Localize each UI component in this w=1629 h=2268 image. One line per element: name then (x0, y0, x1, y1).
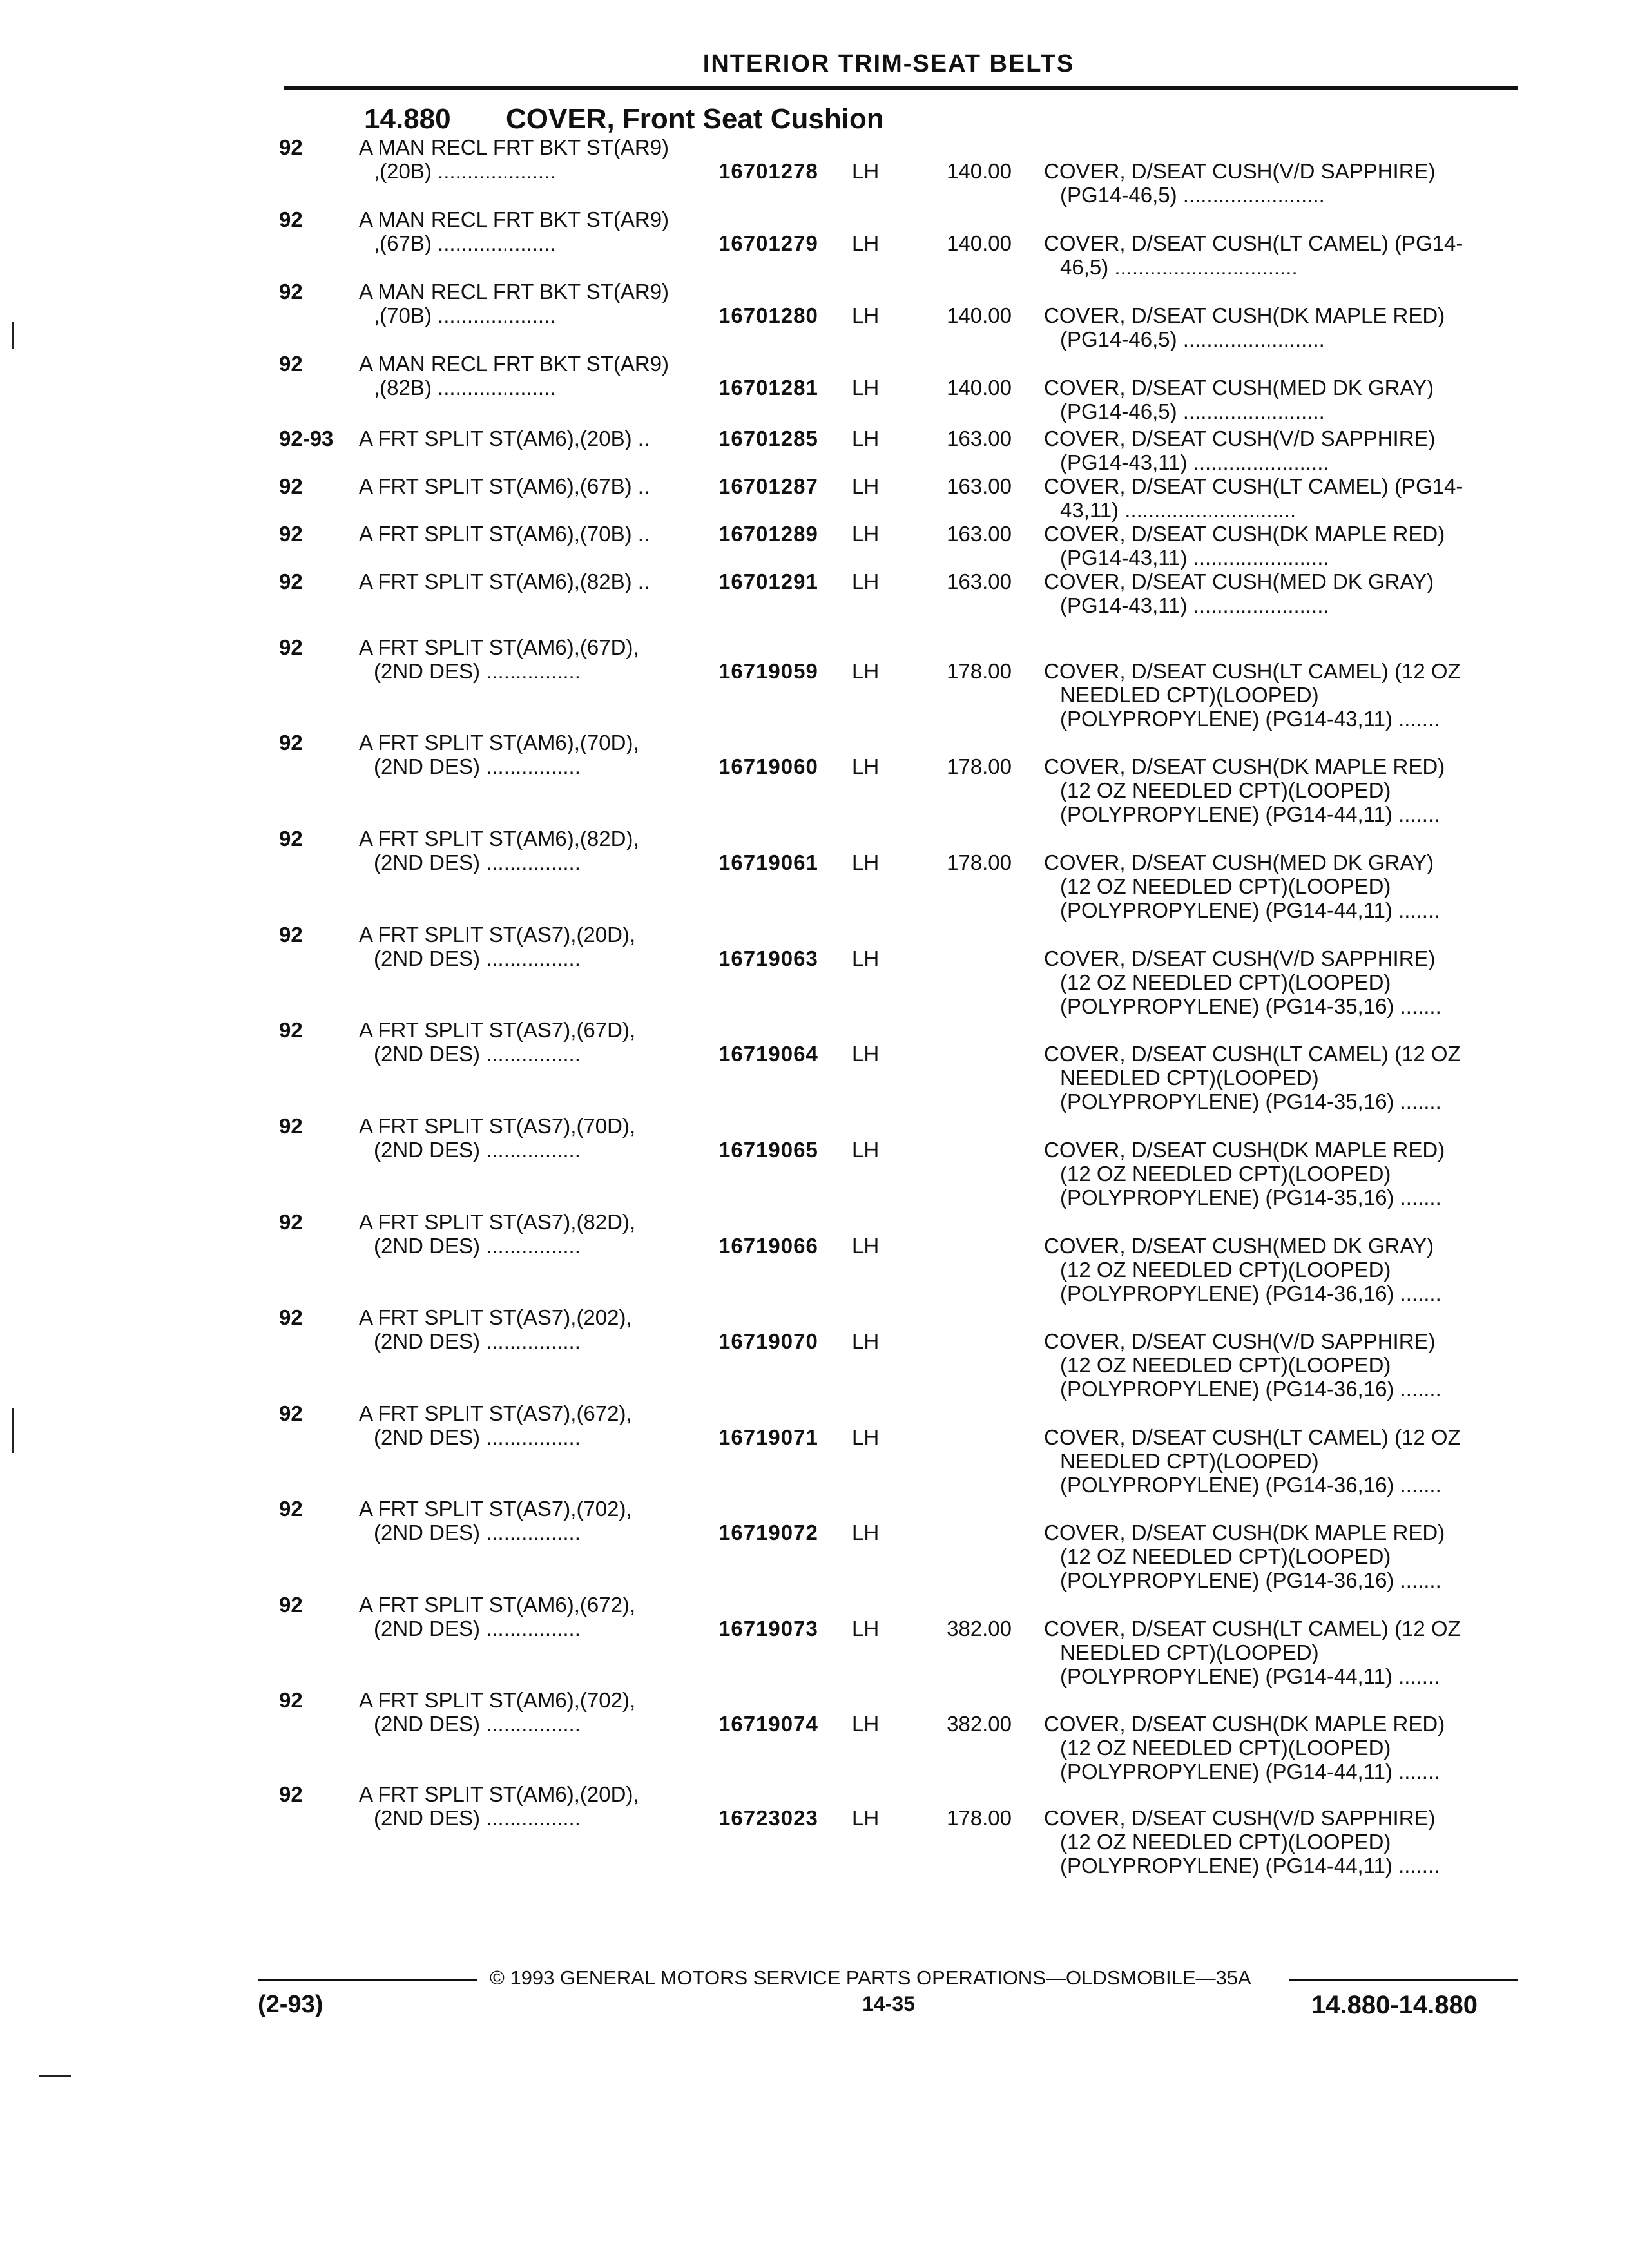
side-code: LH (852, 303, 880, 327)
footer-copyright: © 1993 GENERAL MOTORS SERVICE PARTS OPERATIONS—OLDSMOBILE—35A (490, 1966, 1251, 1989)
list-price: 140.00 (947, 231, 1012, 255)
application-line2: (2ND DES) ................ (374, 1617, 581, 1640)
application-line1: A FRT SPLIT ST(AM6),(67D), (359, 635, 639, 659)
part-description (1044, 1425, 1518, 1497)
part-number: 16719065 (718, 1138, 818, 1162)
model-year: 92 (279, 352, 303, 376)
part-number: 16701278 (718, 159, 818, 183)
list-price: 178.00 (947, 659, 1012, 683)
list-price: 140.00 (947, 303, 1012, 327)
model-year: 92 (279, 570, 303, 593)
part-number: 16719074 (718, 1712, 818, 1736)
part-number: 16719073 (718, 1617, 818, 1640)
part-description (1044, 1712, 1518, 1783)
application-line2: ,(70B) .................... (374, 303, 556, 327)
application-line2: (2ND DES) ................ (374, 1138, 581, 1162)
application-line2: (2ND DES) ................ (374, 1712, 581, 1736)
description-line: (POLYPROPYLENE) (PG14-36,16) ....... (1060, 1473, 1441, 1497)
side-code: LH (852, 1042, 880, 1066)
part-description (1044, 1617, 1518, 1688)
application-line1: A MAN RECL FRT BKT ST(AR9) (359, 280, 670, 303)
application-line1: A MAN RECL FRT BKT ST(AR9) (359, 352, 670, 376)
section-heading (364, 103, 884, 135)
list-price: 140.00 (947, 376, 1012, 399)
description-line: (PG14-43,11) ....................... (1060, 450, 1329, 474)
description-line: COVER, D/SEAT CUSH(MED DK GRAY) (1044, 376, 1434, 399)
model-year: 92 (279, 1114, 303, 1138)
part-description (1044, 754, 1518, 826)
side-code: LH (852, 570, 880, 593)
description-line: (12 OZ NEEDLED CPT)(LOOPED) (1060, 1830, 1391, 1854)
model-year: 92 (279, 1782, 303, 1806)
list-price: 178.00 (947, 754, 1012, 778)
application-line2: (2ND DES) ................ (374, 1042, 581, 1066)
description-line: COVER, D/SEAT CUSH(V/D SAPPHIRE) (1044, 159, 1436, 183)
application-line1: A FRT SPLIT ST(AM6),(20B) .. (359, 427, 650, 450)
footer-date-code: (2-93) (258, 1991, 323, 2018)
description-line: (POLYPROPYLENE) (PG14-36,16) ....... (1060, 1282, 1441, 1305)
description-line: COVER, D/SEAT CUSH(LT CAMEL) (PG14- (1044, 474, 1463, 498)
side-code: LH (852, 231, 880, 255)
description-line: (12 OZ NEEDLED CPT)(LOOPED) (1060, 874, 1391, 898)
application-line2: ,(20B) .................... (374, 159, 556, 183)
part-description (1044, 522, 1518, 570)
application-line1: A FRT SPLIT ST(AS7),(702), (359, 1497, 632, 1521)
part-description (1044, 1521, 1518, 1592)
side-code: LH (852, 427, 880, 450)
description-line: (12 OZ NEEDLED CPT)(LOOPED) (1060, 1258, 1391, 1282)
application-line2: (2ND DES) ................ (374, 1521, 581, 1544)
description-line: COVER, D/SEAT CUSH(MED DK GRAY) (1044, 850, 1434, 874)
page-header-title: INTERIOR TRIM-SEAT BELTS (702, 50, 1075, 77)
application-line2: (2ND DES) ................ (374, 659, 581, 683)
application-line2: (2ND DES) ................ (374, 1425, 581, 1449)
description-line: (POLYPROPYLENE) (PG14-35,16) ....... (1060, 1090, 1441, 1113)
side-code: LH (852, 1425, 880, 1449)
description-line: (POLYPROPYLENE) (PG14-36,16) ....... (1060, 1568, 1441, 1592)
part-description (1044, 1042, 1518, 1113)
description-line: COVER, D/SEAT CUSH(MED DK GRAY) (1044, 1234, 1434, 1258)
description-line: COVER, D/SEAT CUSH(LT CAMEL) (12 OZ (1044, 1617, 1461, 1640)
model-year: 92 (279, 280, 303, 303)
description-line: COVER, D/SEAT CUSH(V/D SAPPHIRE) (1044, 1806, 1436, 1830)
description-line: (POLYPROPYLENE) (PG14-35,16) ....... (1060, 1186, 1441, 1209)
description-line: (POLYPROPYLENE) (PG14-44,11) ....... (1060, 898, 1440, 922)
application-line1: A FRT SPLIT ST(AM6),(70D), (359, 731, 639, 754)
model-year: 92 (279, 1210, 303, 1234)
list-price: 178.00 (947, 1806, 1012, 1830)
part-number: 16719064 (718, 1042, 818, 1066)
description-line: (PG14-46,5) ........................ (1060, 399, 1325, 423)
side-code: LH (852, 1329, 880, 1353)
application-line2: ,(67B) .................... (374, 231, 556, 255)
footer-rule-right (1289, 1979, 1518, 1981)
part-number: 16701287 (718, 474, 818, 498)
description-line: (12 OZ NEEDLED CPT)(LOOPED) (1060, 1736, 1391, 1760)
description-line: (PG14-46,5) ........................ (1060, 327, 1325, 351)
model-year: 92-93 (279, 427, 334, 450)
part-number: 16701291 (718, 570, 818, 593)
description-line: (12 OZ NEEDLED CPT)(LOOPED) (1060, 778, 1391, 802)
model-year: 92 (279, 1018, 303, 1042)
model-year: 92 (279, 635, 303, 659)
description-line: (POLYPROPYLENE) (PG14-43,11) ....... (1060, 707, 1440, 731)
description-line: COVER, D/SEAT CUSH(V/D SAPPHIRE) (1044, 947, 1436, 970)
part-number: 16719072 (718, 1521, 818, 1544)
section-title: COVER, Front Seat Cushion (506, 103, 884, 135)
model-year: 92 (279, 1305, 303, 1329)
description-line: COVER, D/SEAT CUSH(V/D SAPPHIRE) (1044, 1329, 1436, 1353)
application-line1: A FRT SPLIT ST(AM6),(20D), (359, 1782, 639, 1806)
application-line2: (2ND DES) ................ (374, 1806, 581, 1830)
part-number: 16719063 (718, 947, 818, 970)
list-price: 163.00 (947, 427, 1012, 450)
scan-mark (12, 322, 14, 349)
description-line: COVER, D/SEAT CUSH(DK MAPLE RED) (1044, 1521, 1445, 1544)
description-line: COVER, D/SEAT CUSH(LT CAMEL) (12 OZ (1044, 659, 1461, 683)
side-code: LH (852, 754, 880, 778)
description-line: COVER, D/SEAT CUSH(LT CAMEL) (12 OZ (1044, 1042, 1461, 1066)
side-code: LH (852, 376, 880, 399)
list-price: 163.00 (947, 570, 1012, 593)
header-rule (284, 86, 1518, 90)
description-line: (12 OZ NEEDLED CPT)(LOOPED) (1060, 1353, 1391, 1377)
part-description (1044, 1234, 1518, 1305)
side-code: LH (852, 947, 880, 970)
description-line: (PG14-46,5) ........................ (1060, 183, 1325, 207)
description-line: (POLYPROPYLENE) (PG14-44,11) ....... (1060, 1664, 1440, 1688)
application-line1: A FRT SPLIT ST(AS7),(20D), (359, 923, 636, 947)
application-line1: A FRT SPLIT ST(AM6),(82B) .. (359, 570, 650, 593)
application-line1: A FRT SPLIT ST(AM6),(672), (359, 1593, 636, 1617)
part-number: 16719061 (718, 850, 818, 874)
application-line2: (2ND DES) ................ (374, 947, 581, 970)
part-number: 16719059 (718, 659, 818, 683)
part-number: 16701289 (718, 522, 818, 546)
side-code: LH (852, 474, 880, 498)
model-year: 92 (279, 1401, 303, 1425)
description-line: (12 OZ NEEDLED CPT)(LOOPED) (1060, 1544, 1391, 1568)
description-line: COVER, D/SEAT CUSH(DK MAPLE RED) (1044, 1712, 1445, 1736)
application-line1: A FRT SPLIT ST(AM6),(702), (359, 1688, 636, 1712)
model-year: 92 (279, 1688, 303, 1712)
model-year: 92 (279, 731, 303, 754)
side-code: LH (852, 850, 880, 874)
description-line: (POLYPROPYLENE) (PG14-44,11) ....... (1060, 1760, 1440, 1783)
application-line1: A MAN RECL FRT BKT ST(AR9) (359, 207, 670, 231)
side-code: LH (852, 1617, 880, 1640)
side-code: LH (852, 1521, 880, 1544)
description-line: COVER, D/SEAT CUSH(LT CAMEL) (12 OZ (1044, 1425, 1461, 1449)
application-line1: A FRT SPLIT ST(AM6),(70B) .. (359, 522, 650, 546)
part-number: 16719071 (718, 1425, 818, 1449)
description-line: COVER, D/SEAT CUSH(LT CAMEL) (PG14- (1044, 231, 1463, 255)
model-year: 92 (279, 1497, 303, 1521)
application-line2: (2ND DES) ................ (374, 850, 581, 874)
application-line2: ,(82B) .................... (374, 376, 556, 399)
part-description (1044, 659, 1518, 731)
part-description (1044, 947, 1518, 1018)
scan-mark (39, 2075, 71, 2077)
application-line1: A FRT SPLIT ST(AM6),(67B) .. (359, 474, 650, 498)
description-line: COVER, D/SEAT CUSH(DK MAPLE RED) (1044, 754, 1445, 778)
footer-section-range: 14.880-14.880 (1311, 1991, 1478, 2019)
model-year: 92 (279, 1593, 303, 1617)
model-year: 92 (279, 474, 303, 498)
application-line2: (2ND DES) ................ (374, 754, 581, 778)
model-year: 92 (279, 923, 303, 947)
description-line: NEEDLED CPT)(LOOPED) (1060, 683, 1319, 707)
part-description (1044, 570, 1518, 617)
application-line1: A FRT SPLIT ST(AS7),(82D), (359, 1210, 636, 1234)
part-description (1044, 231, 1518, 279)
description-line: (POLYPROPYLENE) (PG14-36,16) ....... (1060, 1377, 1441, 1401)
part-number: 16719060 (718, 754, 818, 778)
footer-rule-left (258, 1979, 477, 1981)
side-code: LH (852, 159, 880, 183)
description-line: NEEDLED CPT)(LOOPED) (1060, 1449, 1319, 1473)
description-line: COVER, D/SEAT CUSH(DK MAPLE RED) (1044, 303, 1445, 327)
part-description (1044, 850, 1518, 922)
list-price: 382.00 (947, 1617, 1012, 1640)
part-description (1044, 1329, 1518, 1401)
model-year: 92 (279, 522, 303, 546)
side-code: LH (852, 1138, 880, 1162)
application-line2: (2ND DES) ................ (374, 1329, 581, 1353)
description-line: COVER, D/SEAT CUSH(DK MAPLE RED) (1044, 522, 1445, 546)
description-line: (POLYPROPYLENE) (PG14-44,11) ....... (1060, 1854, 1440, 1878)
side-code: LH (852, 1234, 880, 1258)
side-code: LH (852, 1806, 880, 1830)
description-line: 43,11) ............................. (1060, 498, 1296, 522)
description-line: (POLYPROPYLENE) (PG14-44,11) ....... (1060, 802, 1440, 826)
part-number: 16719066 (718, 1234, 818, 1258)
part-description (1044, 1806, 1518, 1878)
description-line: (PG14-43,11) ....................... (1060, 593, 1329, 617)
description-line: NEEDLED CPT)(LOOPED) (1060, 1640, 1319, 1664)
part-number: 16719070 (718, 1329, 818, 1353)
description-line: (POLYPROPYLENE) (PG14-35,16) ....... (1060, 994, 1441, 1018)
application-line1: A FRT SPLIT ST(AS7),(202), (359, 1305, 632, 1329)
side-code: LH (852, 1712, 880, 1736)
model-year: 92 (279, 827, 303, 850)
list-price: 140.00 (947, 159, 1012, 183)
list-price: 163.00 (947, 522, 1012, 546)
part-number: 16701279 (718, 231, 818, 255)
list-price: 178.00 (947, 850, 1012, 874)
description-line: 46,5) ............................... (1060, 255, 1298, 279)
part-number: 16701281 (718, 376, 818, 399)
application-line2: (2ND DES) ................ (374, 1234, 581, 1258)
application-line1: A MAN RECL FRT BKT ST(AR9) (359, 135, 670, 159)
application-line1: A FRT SPLIT ST(AS7),(672), (359, 1401, 632, 1425)
description-line: (12 OZ NEEDLED CPT)(LOOPED) (1060, 1162, 1391, 1186)
description-line: NEEDLED CPT)(LOOPED) (1060, 1066, 1319, 1090)
part-number: 16701285 (718, 427, 818, 450)
part-description (1044, 376, 1518, 423)
model-year: 92 (279, 135, 303, 159)
section-number: 14.880 (364, 103, 451, 135)
footer-page-number: 14-35 (862, 1992, 915, 2015)
model-year: 92 (279, 207, 303, 231)
part-number: 16701280 (718, 303, 818, 327)
scan-mark (12, 1408, 14, 1453)
side-code: LH (852, 522, 880, 546)
description-line: COVER, D/SEAT CUSH(V/D SAPPHIRE) (1044, 427, 1436, 450)
part-description (1044, 1138, 1518, 1209)
part-description (1044, 159, 1518, 207)
side-code: LH (852, 659, 880, 683)
description-line: (12 OZ NEEDLED CPT)(LOOPED) (1060, 970, 1391, 994)
list-price: 382.00 (947, 1712, 1012, 1736)
part-number: 16723023 (718, 1806, 818, 1830)
description-line: (PG14-43,11) ....................... (1060, 546, 1329, 570)
description-line: COVER, D/SEAT CUSH(DK MAPLE RED) (1044, 1138, 1445, 1162)
application-line1: A FRT SPLIT ST(AS7),(70D), (359, 1114, 636, 1138)
part-description (1044, 303, 1518, 351)
list-price: 163.00 (947, 474, 1012, 498)
application-line1: A FRT SPLIT ST(AM6),(82D), (359, 827, 639, 850)
part-description (1044, 474, 1518, 522)
part-description (1044, 427, 1518, 474)
application-line1: A FRT SPLIT ST(AS7),(67D), (359, 1018, 636, 1042)
description-line: COVER, D/SEAT CUSH(MED DK GRAY) (1044, 570, 1434, 593)
